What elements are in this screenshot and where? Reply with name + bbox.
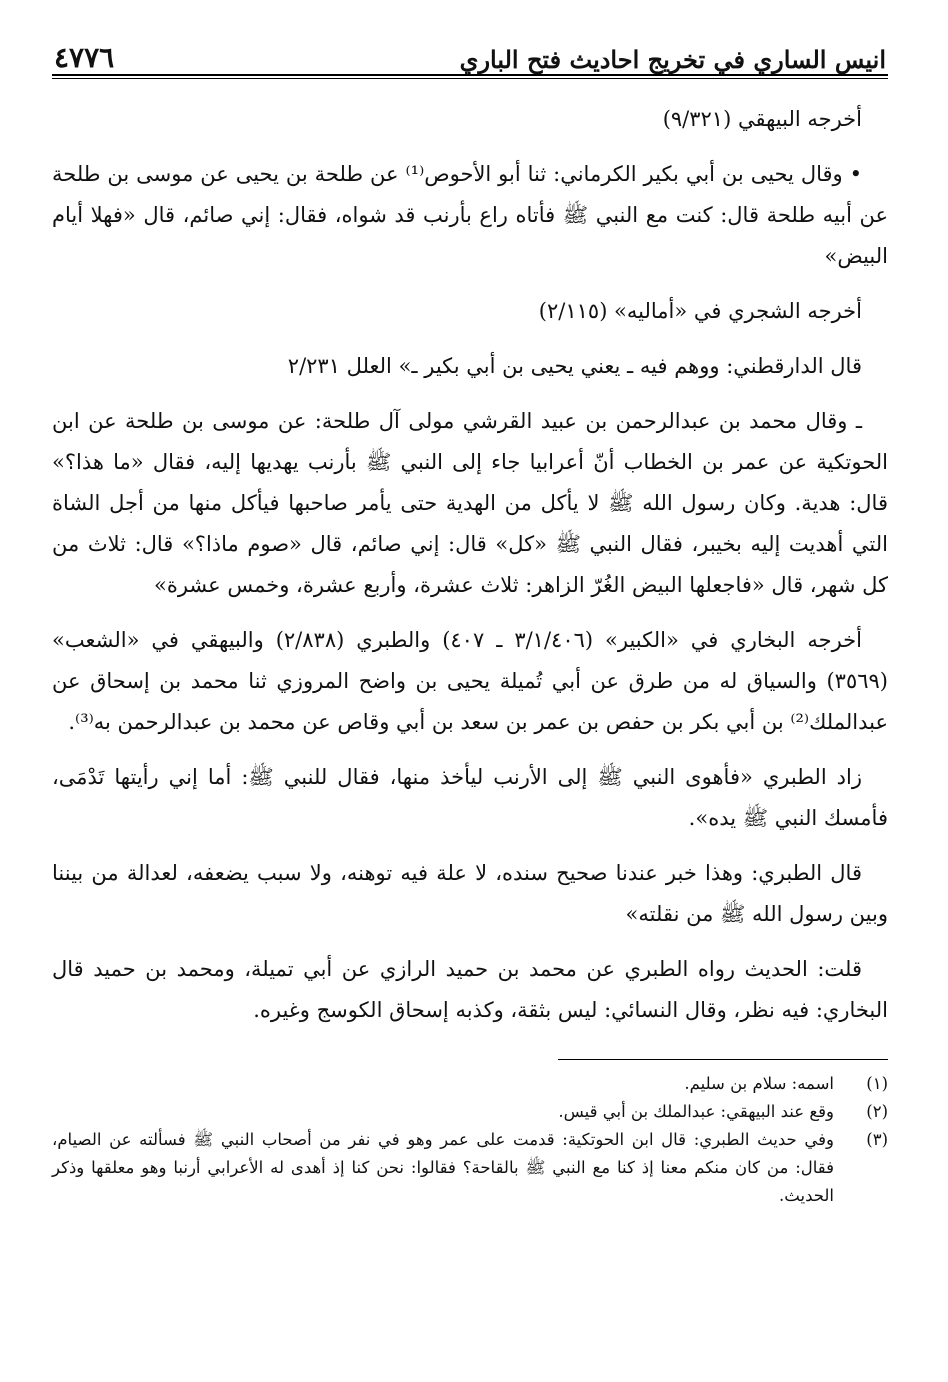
paragraph: قلت: الحديث رواه الطبري عن محمد بن حميد الرازي عن أبي تميلة، ومحمد بن حميد قال البخاري: فيه نظر، وقال النسائي: ليس بثقة، وكذبه إسحاق الكوسج وغيره. [52,957,888,1022]
footnote-number: (٣) [866,1130,888,1149]
header-title: انيس الساري في تخريج احاديث فتح الباري [459,45,886,74]
footnote [52,1098,888,1126]
main-text [52,99,888,1031]
paragraph: أخرجه الشجري في «أماليه» (٢/١١٥) [538,299,862,323]
footnote [52,1070,888,1098]
footnote-text: وقع عند البيهقي: عبدالملك بن أبي قيس. [558,1102,834,1121]
paragraph: • وقال يحيى بن أبي بكير الكرماني: ثنا أبو الأحوص⁽¹⁾ عن طلحة بن يحيى عن موسى بن طلحة عن أبيه طلحة قال: كنت مع النبي ﷺ فأتاه راع بأرنب قد شواه، فقال: إني صائم، قال «فهلا أيام البيض» [52,162,888,268]
paragraph: ـ وقال محمد بن عبدالرحمن بن عبيد القرشي مولى آل طلحة: عن موسى بن طلحة عن ابن الحوتكية عن عمر بن الخطاب أنّ أعرابيا جاء إلى النبي ﷺ بأرنب يهديها إليه، فقال «ما هذا؟» قال: هدية. وكان رسول الله ﷺ لا يأكل من الهدية حتى يأمر صاحبها فيأكل منها من أجل الشاة التي أهديت إليه بخيبر، فقال النبي ﷺ «كل» قال: إني صائم، قال «صوم ماذا؟» قال: ثلاث من كل شهر، قال «فاجعلها البيض الغُرّ الزاهر: ثلاث عشرة، وأربع عشرة، وخمس عشرة» [52,409,888,597]
page-number: ٤٧٧٦ [54,41,115,74]
paragraph: قال الطبري: وهذا خبر عندنا صحيح سنده، لا علة فيه توهنه، ولا سبب يضعفه، لعدالة من بيننا وبين رسول الله ﷺ من نقلته» [52,861,888,926]
footnote-number: (١) [866,1074,888,1093]
running-header [52,30,888,76]
header-rule [52,78,888,79]
footnote-separator [558,1059,888,1060]
footnote [52,1126,888,1210]
footnote-text: وفي حديث الطبري: قال ابن الحوتكية: قدمت على عمر وهو في نفر من أصحاب النبي ﷺ فسألته عن الصيام، فقال: من كان منكم معنا إذ كنا مع النبي ﷺ بالقاحة؟ فقالوا: نحن كنا إذ أهدى له الأعرابي أرنبا وهو معلقها وذكر الحديث. [52,1130,834,1205]
book-page [52,30,888,1360]
paragraph: زاد الطبري «فأهوى النبي ﷺ إلى الأرنب ليأخذ منها، فقال للنبي ﷺ: أما إني رأيتها تَدْمَى، فأمسك النبي ﷺ يده». [52,765,888,830]
footnote-text: اسمه: سلام بن سليم. [684,1074,834,1093]
paragraph: أخرجه البخاري في «الكبير» (٣/١/٤٠٦ ـ ٤٠٧) والطبري (٢/٨٣٨) والبيهقي في «الشعب» (٣٥٦٩) والسياق له من طرق عن أبي تُميلة يحيى بن واضح المروزي ثنا محمد بن إسحاق عن عبدالملك⁽²⁾ بن أبي بكر بن حفص بن عمر بن سعد بن أبي وقاص عن محمد بن عبدالرحمن به⁽³⁾. [52,628,888,734]
paragraph: أخرجه البيهقي (٩/٣٢١) [662,107,862,131]
footnote-number: (٢) [866,1102,888,1121]
footnotes [52,1070,888,1210]
paragraph: قال الدارقطني: ووهم فيه ـ يعني يحيى بن أبي بكير ـ» العلل ٢/٢٣١ [287,354,862,378]
